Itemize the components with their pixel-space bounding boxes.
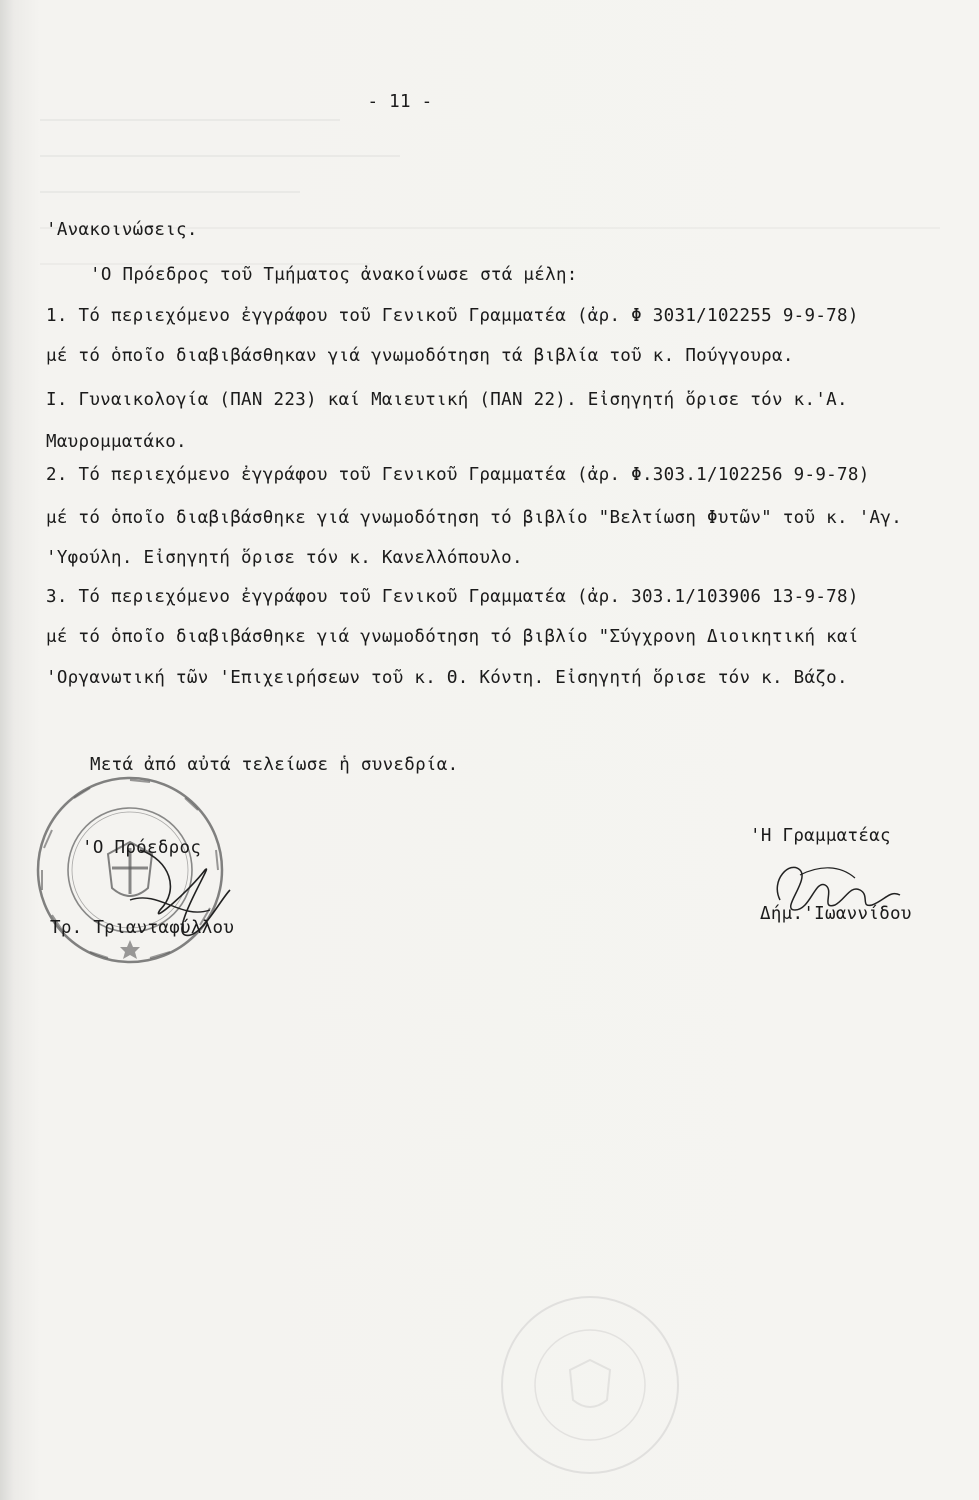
item-3-line-3: 'Οργανωτική τῶν 'Επιχειρήσεων τοῦ κ. Θ. Κόντη. Εἰσηγητή ὅρισε τόν κ. Βάζο.: [46, 668, 848, 688]
president-name: Τρ. Τριανταφύλλου: [50, 918, 235, 938]
item-1-line-4: Μαυρομματάκο.: [46, 432, 187, 452]
item-3-line-2: μέ τό ὁποῖο διαβιβάσθηκε γιά γνωμοδότηση τό βιβλίο "Σύγχρονη Διοικητική καί: [46, 627, 859, 647]
item-2-line-2: μέ τό ὁποῖο διαβιβάσθηκε γιά γνωμοδότηση τό βιβλίο "Βελτίωση Φυτῶν" τοῦ κ. 'Αγ.: [46, 508, 903, 528]
bleed-through-stamp-icon: [495, 1290, 685, 1480]
section-heading: 'Ανακοινώσεις.: [46, 220, 198, 240]
secretary-name: Δήμ.'Ιωαννίδου: [760, 904, 912, 924]
page-number: - 11 -: [367, 92, 433, 112]
item-1-line-2: μέ τό ὁποῖο διαβιβάσθηκαν γιά γνωμοδότηση τά βιβλία τοῦ κ. Πούγγουρα.: [46, 346, 794, 366]
item-1-line-3: I. Γυναικολογία (ΠΑΝ 223) καί Μαιευτική (ΠΑΝ 22). Εἰσηγητή ὅρισε τόν κ.'Α.: [46, 390, 848, 410]
intro-text: 'Ο Πρόεδρος τοῦ Τμήματος ἀνακοίνωσε στά μέλη:: [90, 265, 578, 285]
secretary-title: 'Η Γραμματέας: [750, 826, 891, 846]
item-2-line-3: 'Υφούλη. Εἰσηγητή ὅρισε τόν κ. Κανελλόπουλο.: [46, 548, 523, 568]
item-2-line-1: 2. Τό περιεχόμενο ἐγγράφου τοῦ Γενικοῦ Γραμματέα (ἀρ. Φ.303.1/102256 9-9-78): [46, 465, 870, 485]
president-title: 'Ο Πρόεδρος: [82, 838, 202, 858]
item-3-line-1: 3. Τό περιεχόμενο ἐγγράφου τοῦ Γενικοῦ Γραμματέα (ἀρ. 303.1/103906 13-9-78): [46, 587, 859, 607]
closing-text: Μετά ἀπό αὐτά τελείωσε ἡ συνεδρία.: [90, 755, 459, 775]
item-1-line-1: 1. Τό περιεχόμενο ἐγγράφου τοῦ Γενικοῦ Γραμματέα (ἀρ. Φ 3031/102255 9-9-78): [46, 306, 859, 326]
